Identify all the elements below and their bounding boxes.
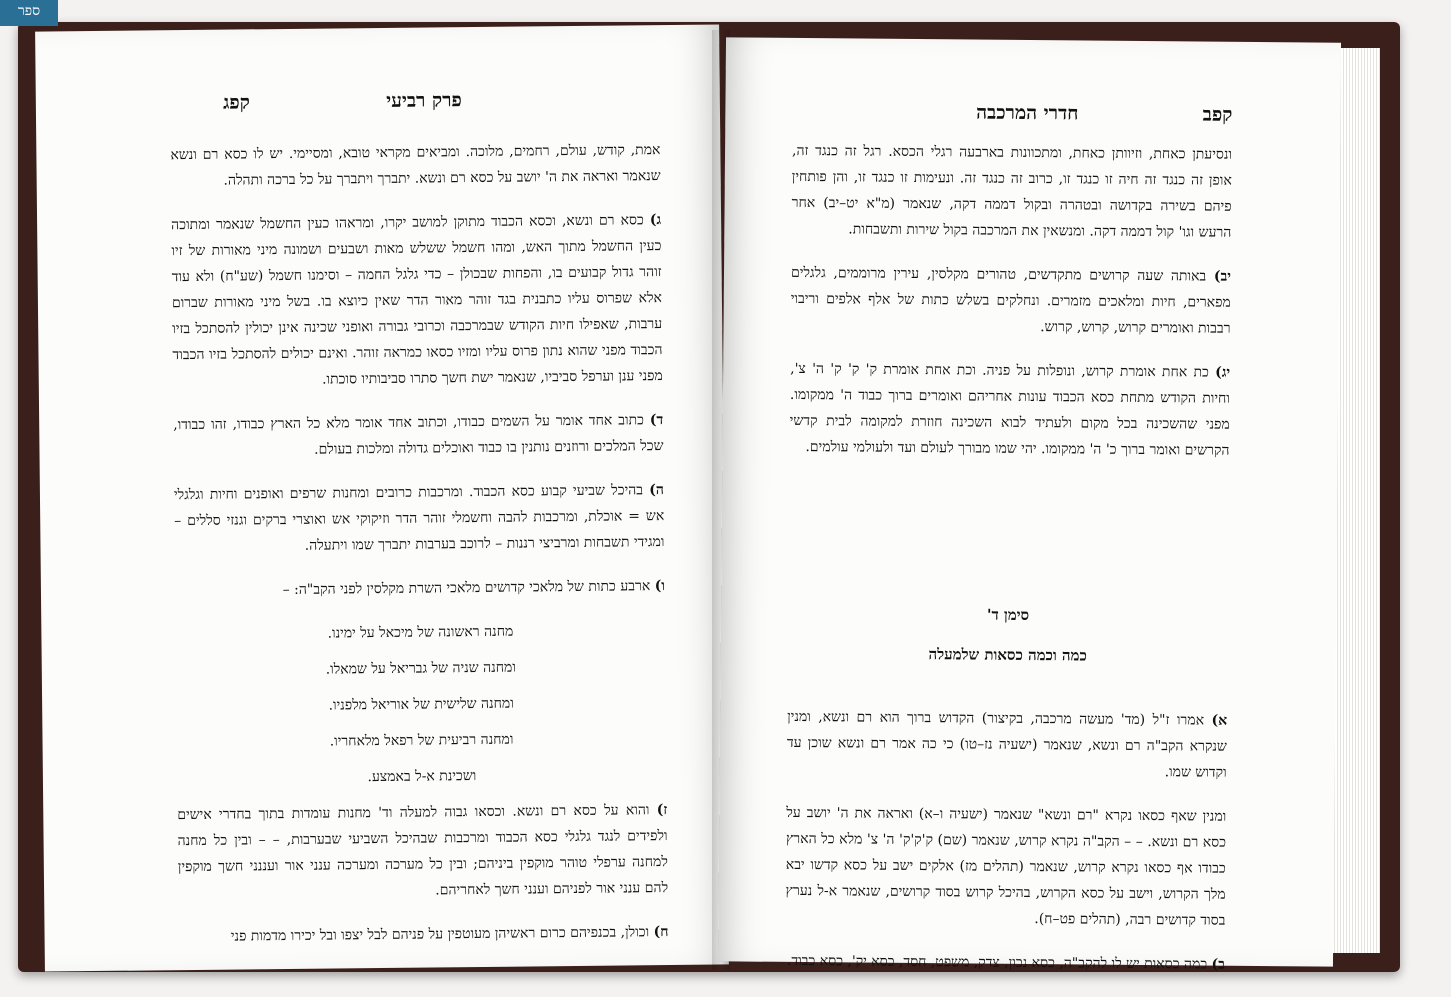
camp-line: ושכינת א-ל באמצע.: [367, 768, 477, 786]
left-page: [35, 24, 729, 971]
camp-line: ומחנה רביעית של רפאל מלאחריו.: [329, 731, 514, 750]
left-paragraph: ז) והוא על כסא רם ונשא. וכסאו גבוה למעלה וד' מחנות עומדות בתוך בחדרי אישים ולפידים לנגד גלגלי כסא הכבוד ומרכבות שבהיכל השביעי שבערבות, – – ובין כל מחנה למחנה ערפלי טוהר מוקפין ביניהם; ובין כל מערכה ומערכה ענני אור ועננני חשך מוקפין להם ענני אור לפניהם וענני חשך לאחריהם.: [177, 802, 669, 899]
camp-list: [175, 617, 667, 792]
camp-line: ומחנה שלישית של אוריאל מלפניו.: [328, 695, 514, 714]
right-paragraph: ומנין שאף כסאו נקרא "רם ונשא" שנאמר (ישעיה ו–א) ואראה את ה' יושב על כסא רם ונשא. – – הקב"ה נקרא קרוש, שנאמר (שם) ק'ק'ק' ה' צ' מלא כל הארץ כבודו אף כסאו נקרא קרוש, שנאמר (תהלים מז) אלקים ישב על כסא קדשו יבא מלך הקרוש, וישב על כסא הקרוש, בהיכל קרוש בסוד קרושים, שנאמר א-ל נערץ בסוד קדושים רבה, (תהלים פט–ח).: [785, 804, 1227, 929]
camp-line: ומחנה שניה של גבריאל על שמאלו.: [325, 659, 516, 678]
right-paragraph: א) אמרו ז"ל (מד' מעשה מרכבה, בקיצור) הקדוש ברוך הוא רם ונשא, ומנין שנקרא הקב"ה רם ונשא, שנאמר (ישעיה נז–טו) כי כה אמר רם ונשא שוכן עד וקדוש שמו.: [786, 708, 1228, 781]
book-tab: ספר: [0, 0, 58, 26]
left-paragraph: ד) כתוב אחד אומר על השמים כבודו, וכתוב אחד אומר מלא כל הארץ כבודו, זהו כבודו, שכל המלכים ורוזנים נותנין בו כבוד ואוכלים גדולה ומלכות בעולם.: [173, 412, 664, 458]
right-running-title: חדרי המרכבה: [976, 101, 1079, 125]
section-subtitle: כמה וכמה כסאות שלמעלה: [928, 645, 1087, 665]
section-title: סימן ד': [986, 605, 1030, 625]
left-paragraph: ה) בהיכל שביעי קבוע כסא הכבוד. ומרכבות כרובים ומחנות שרפים ואופנים וחיות וגלגלי אש = אוכלת, ומרכבות להבה וחשמלי זוהר הדר וזיקוקי אש ואוצרי ברקים וגנזי סללים – ומגידי תשבחות ומרביצי רננות – לרוכב בערבות יתברך שמו ויתעלה.: [173, 482, 665, 554]
left-paragraph: ג) כסא רם ונשא, וכסא הכבוד מתוקן למושב יקרו, ומראהו כעין החשמל שנאמר ומתוכה כעין החשמל מתוך האש, ומהו חשמל ששלש מאות ושבעים ושמונה מיני מאורות של זיו זוהר גדול קבועים בו, והפחות שבכולן – כדי גלגל החמה – וסימנו חשמל (שע"ח) ולא עוד אלא שפרוס עליו כתבנית בגד זוהר מאור הדר שאין כיוצא בו. בשל מיני מאורות שברום ערבות, שאפילו חיות הקודש שבמרכבה וכרובי גבורה ואופני שכינה אינן יכולין להסתכל בזיו הכבוד מפני שהוא נתון פרוס עליו ומזיו כסאו כמראה זוהר. ואינם יכולים להסתכל בזיו הכבוד מפני ענן וערפל סביביו, שנאמר ישת חשך סתרו סביבותיו סוכתו.: [171, 212, 663, 388]
right-page: [718, 37, 1341, 973]
right-body: [785, 138, 1232, 996]
right-paragraph: ב) כמה כסאות יש לו להקב"ה, כסא נכון, צדק, משפט, חסד, כסא יק', כסא כבוד.: [786, 952, 1226, 973]
left-paragraph: ח) וכולן, בכנפיהם כרום ראשיהן מעוטפין על פניהם לבל יצפו ובל יכירו מדמות פני: [230, 924, 669, 945]
right-paragraph: יב) באותה שעה קרושים מתקדשים, טהורים מקלסין, עירין מרוממים, גלגלים מפארים, חיות ומלאכים מזמרים. ונחלקים בשלש כתות של אלף אלפים וריבוי רבבות ואומרים קרוש, קרוש, קרוש.: [790, 264, 1232, 337]
right-page-number: קפב: [1202, 103, 1233, 126]
left-page-number: קפג: [222, 91, 250, 114]
left-body: [170, 137, 669, 968]
right-paragraph: ונסיעתן כאחת, וזיוותן כאחת, ומתכוונות בארבעה רגלי הכסא. רגל זה כנגד זה, אופן זה כנגד זה חיה זו כנגד זו, כרוב זה כנגד זה. ונעימות זו כנגד זו, והן פותחין פיהם בשירה בקדושה ובטהרה ובקול דממה דקה, שנאמר (מ"א יט–יב) אחר הרעש וגו' קול דממה דקה. ומנשאין את המרכבה בקול שירות ותשבחות.: [791, 142, 1233, 241]
left-paragraph: ו) ארבע כתות של מלאכי קדושים מלאכי השרת מקלסין לפני הקב"ה: –: [282, 578, 666, 599]
camp-line: מחנה ראשונה של מיכאל על ימינו.: [327, 623, 514, 642]
right-paragraph: יג) כת אחת אומרת קרוש, ונופלות על פניה. וכת אחת אומרת ק' ק' ק' ה' צ', וחיות הקודש מתחת כסא הכבוד עונות אחריהם ואומרים ברוך כבוד ה' ממקומו. מפני שהשכינה בכל מקום ולעתיד לבוא השכינה חוזרת למקומה לבית קדשי הקרשים ואומר ברוך כ' ה' ממקומו. יהי שמו מבורך לעולם ועד ולעולמי עולמים.: [789, 360, 1231, 459]
left-paragraph: אמת, קודש, עולם, רחמים, מלוכה. ומביאים מקראי טובא, ומסיימי. יש לו כסא רם ונשא שנאמר ואראה את ה' יושב על כסא רם ונשא. יתברך ויתברך על כל ברכה ותהלה.: [170, 142, 661, 189]
left-running-title: פרק רביעי: [386, 89, 462, 112]
